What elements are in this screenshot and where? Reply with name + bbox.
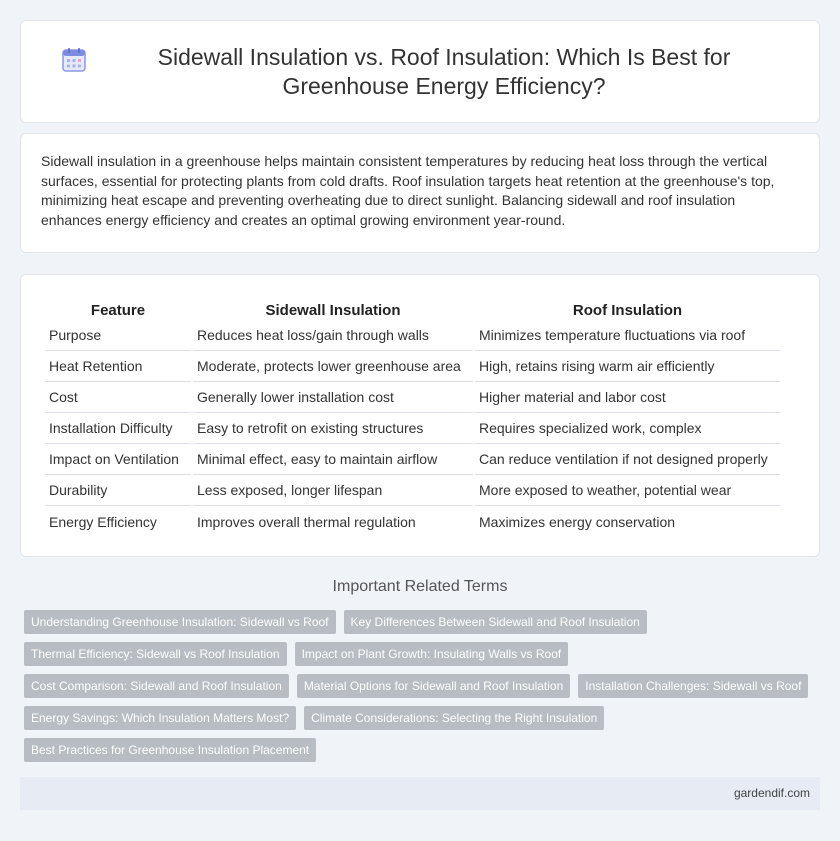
intro-card	[20, 133, 820, 253]
page-title: Sidewall Insulation vs. Roof Insulation: Which Is Best for Greenhouse Energy Efficiency?	[157, 43, 731, 99]
title-card	[20, 20, 820, 123]
roof-cell: Requires specialized work, complex	[475, 413, 780, 444]
sidewall-cell: Easy to retrofit on existing structures	[193, 413, 473, 444]
table-row	[45, 320, 780, 351]
sidewall-cell: Improves overall thermal regulation	[197, 513, 416, 530]
sidewall-cell: Minimal effect, easy to maintain airflow	[193, 444, 473, 475]
roof-cell: High, retains rising warm air efficiently	[475, 351, 780, 382]
roof-cell: More exposed to weather, potential wear	[475, 475, 780, 506]
table-row	[45, 413, 780, 444]
sidewall-cell: Less exposed, longer lifespan	[193, 475, 473, 506]
roof-cell: Minimizes temperature fluctuations via roof	[475, 320, 780, 351]
related-term-link[interactable]: Understanding Greenhouse Insulation: Sidewall vs Roof	[24, 610, 336, 634]
table-row	[45, 444, 780, 475]
related-term-link[interactable]: Cost Comparison: Sidewall and Roof Insulation	[24, 674, 289, 698]
intro-paragraph: Sidewall insulation in a greenhouse helps maintain consistent temperatures by reducing heat loss through the vertical surfaces, essential for protecting plants from cold drafts. Roof insulation targets heat retention at the greenhouse's top, minimizing heat escape and preventing overheating due to direct sunlight. Balancing sidewall and roof insulation enhances energy efficiency and creates an optimal growing environment year-round.	[41, 153, 775, 228]
header-sidewall: Sidewall Insulation	[265, 302, 401, 319]
roof-cell: Can reduce ventilation if not designed properly	[475, 444, 780, 475]
sidewall-cell: Generally lower installation cost	[193, 382, 473, 413]
roof-cell: Higher material and labor cost	[475, 382, 780, 413]
table-row	[45, 506, 780, 537]
header-feature: Feature	[90, 302, 146, 319]
table-header-row	[45, 295, 780, 320]
related-term-link[interactable]: Climate Considerations: Selecting the Right Insulation	[304, 706, 604, 730]
feature-cell: Durability	[45, 475, 191, 506]
roof-cell: Maximizes energy conservation	[479, 513, 676, 530]
related-term-link[interactable]: Key Differences Between Sidewall and Roof Insulation	[344, 610, 647, 634]
feature-cell: Cost	[45, 382, 191, 413]
calendar-icon	[61, 47, 87, 73]
feature-cell: Heat Retention	[45, 351, 191, 382]
table-row	[45, 382, 780, 413]
related-term-link[interactable]: Installation Challenges: Sidewall vs Roof	[578, 674, 808, 698]
comparison-table	[43, 295, 782, 537]
related-term-link[interactable]: Energy Savings: Which Insulation Matters Most?	[24, 706, 296, 730]
related-term-link[interactable]: Thermal Efficiency: Sidewall vs Roof Insulation	[24, 642, 287, 666]
table-row	[45, 351, 780, 382]
sidewall-cell: Moderate, protects lower greenhouse area	[193, 351, 473, 382]
related-term-link[interactable]: Impact on Plant Growth: Insulating Walls vs Roof	[295, 642, 569, 666]
related-terms-heading: Important Related Terms	[332, 578, 508, 595]
footer	[20, 777, 820, 810]
table-row	[45, 475, 780, 506]
related-term-link[interactable]: Material Options for Sidewall and Roof Insulation	[297, 674, 570, 698]
related-terms-list	[24, 610, 824, 770]
feature-cell: Energy Efficiency	[49, 513, 157, 530]
comparison-card	[20, 274, 820, 557]
feature-cell: Installation Difficulty	[45, 413, 191, 444]
related-term-link[interactable]: Best Practices for Greenhouse Insulation Placement	[24, 738, 316, 762]
feature-cell: Impact on Ventilation	[45, 444, 191, 475]
sidewall-cell: Reduces heat loss/gain through walls	[193, 320, 473, 351]
footer-site-link[interactable]: gardendif.com	[733, 786, 810, 800]
feature-cell: Purpose	[45, 320, 191, 351]
header-roof: Roof Insulation	[572, 302, 683, 319]
